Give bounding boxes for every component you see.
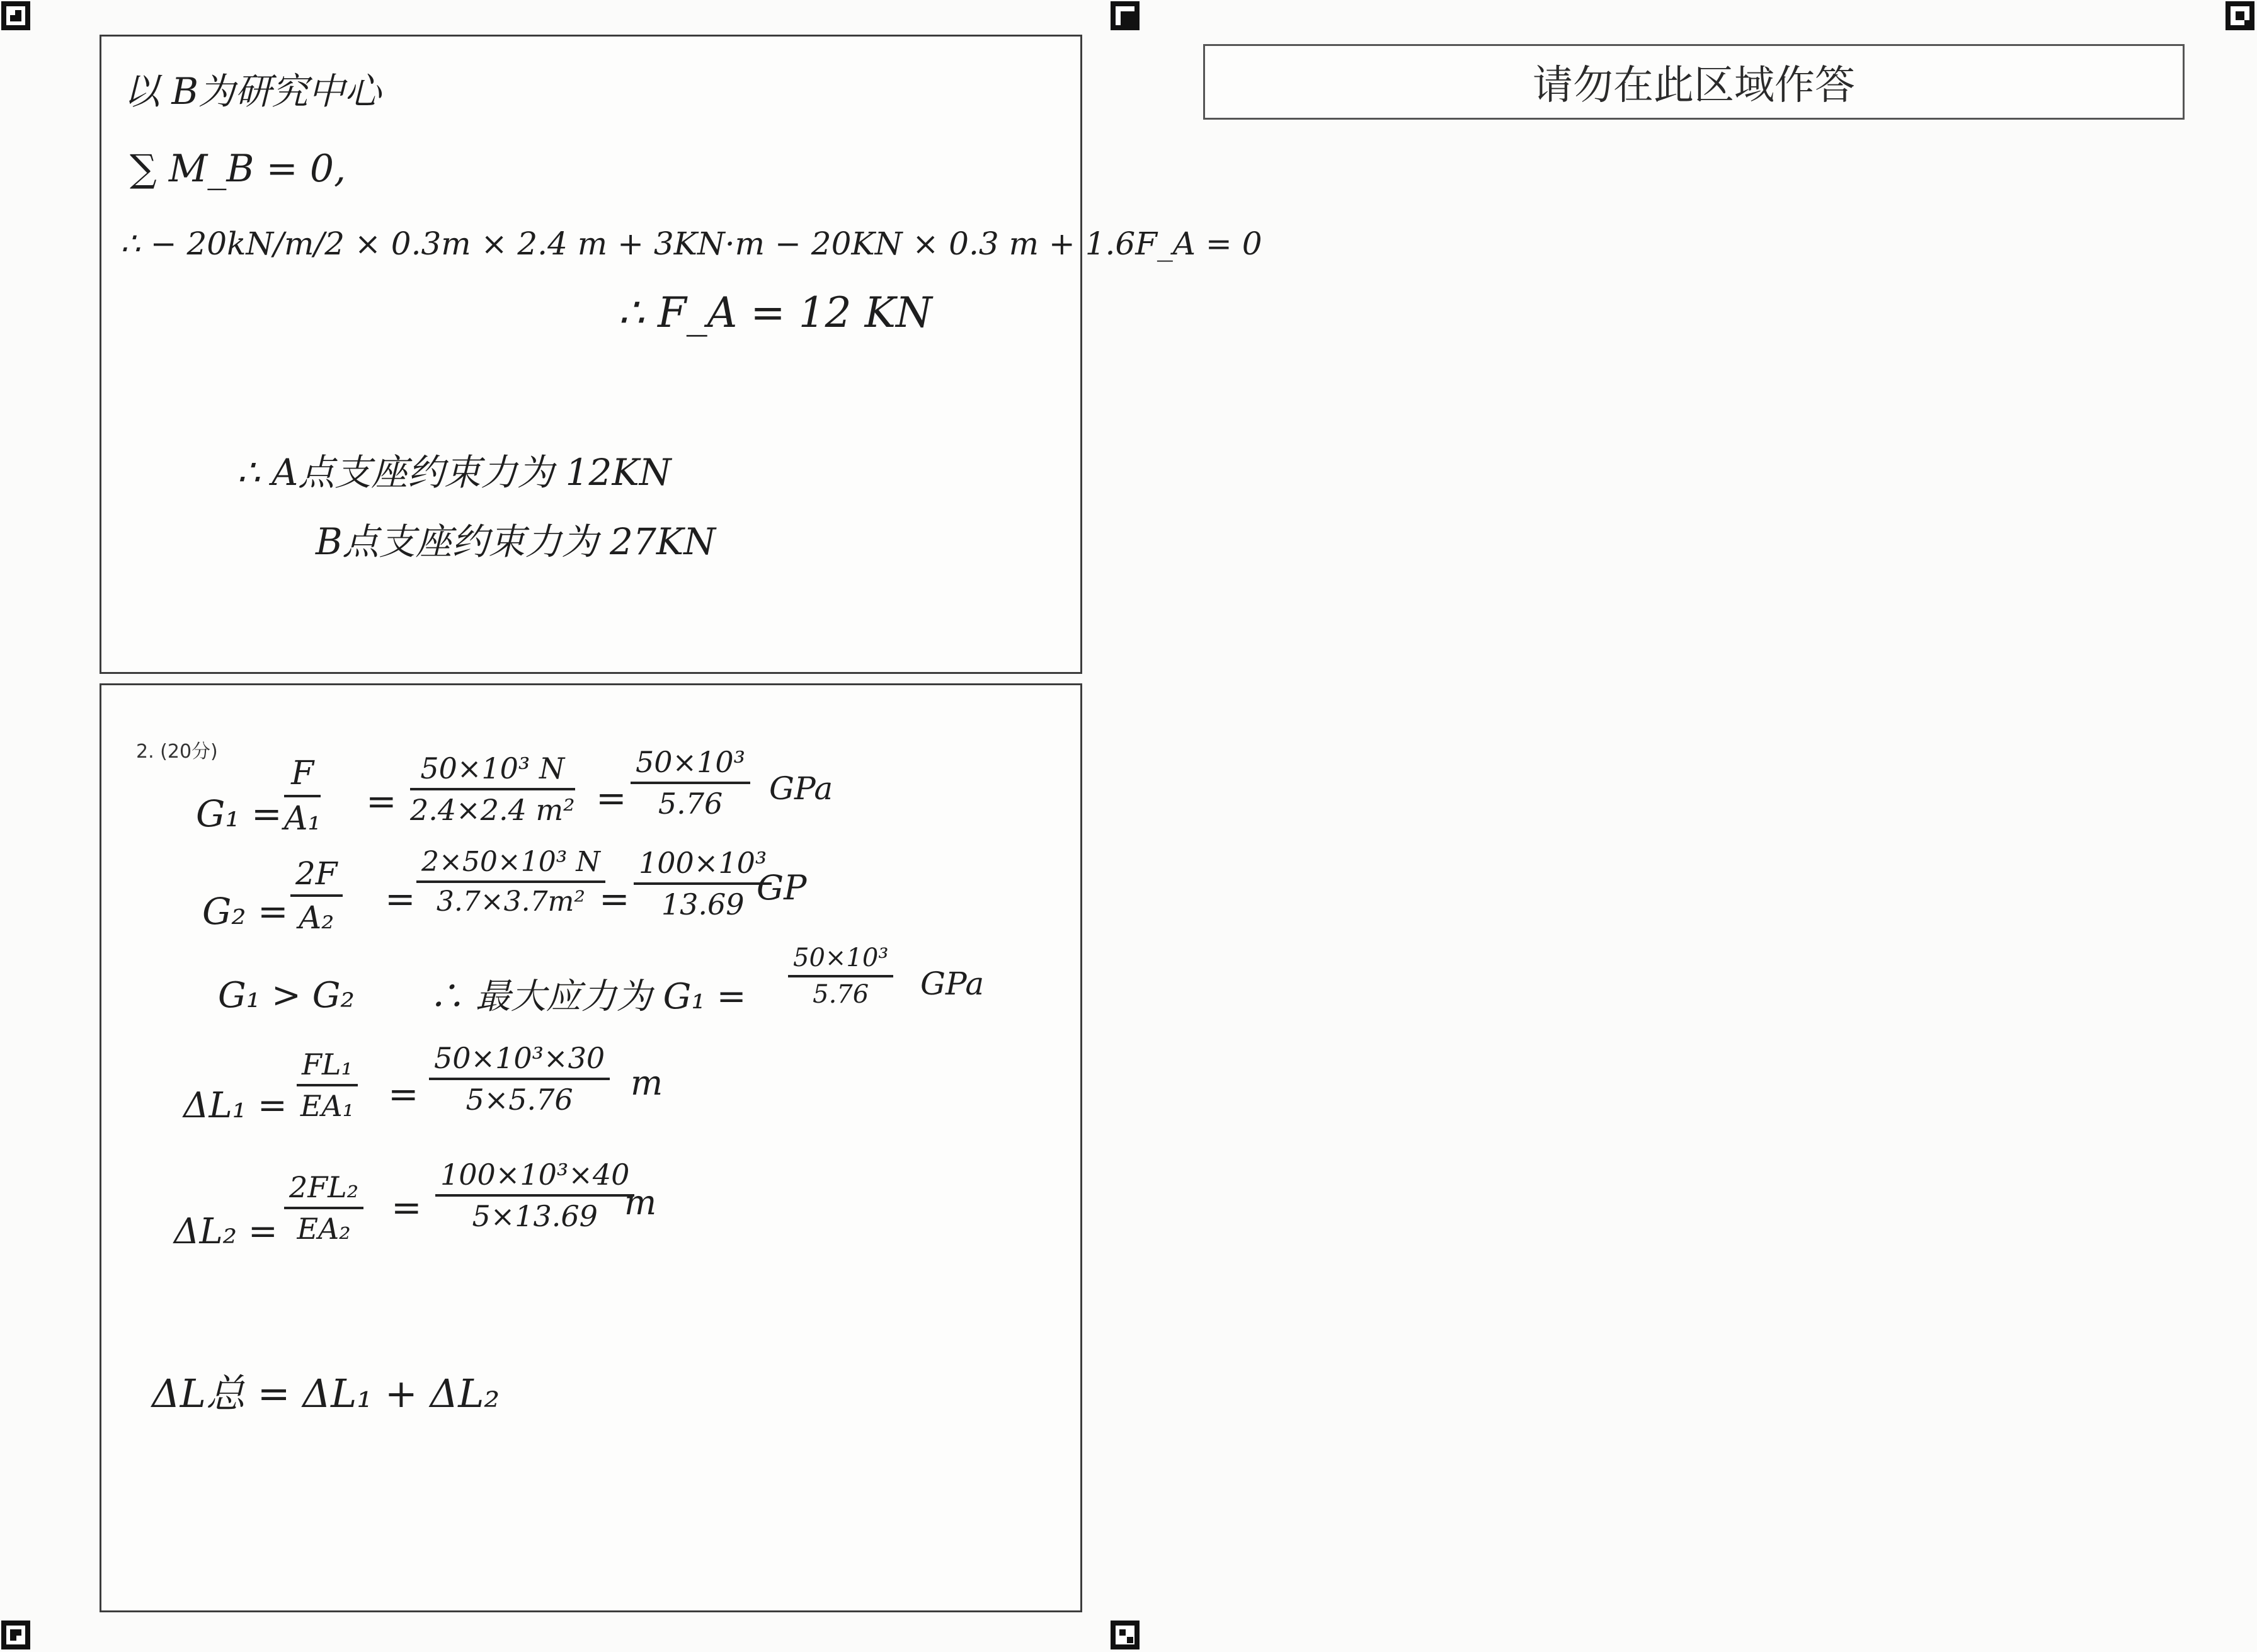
fraction-numerator: F xyxy=(284,755,321,797)
fraction-denominator: 13.69 xyxy=(661,887,745,921)
fiducial-marker-top-right xyxy=(2226,1,2254,30)
sigma2-fraction-3 xyxy=(634,846,772,921)
fraction-denominator: 3.7×3.7m² xyxy=(436,886,586,918)
sigma1-unit: GPa xyxy=(769,770,833,807)
equals-sign: = xyxy=(366,780,397,823)
q1-line-moment-sum: ∑ M_B = 0, xyxy=(130,147,346,191)
dl2-unit: m xyxy=(624,1183,657,1222)
fraction-numerator: 50×10³ xyxy=(788,943,893,977)
fraction-numerator: 2FL₂ xyxy=(284,1170,363,1209)
q1-line-equilibrium-equation: ∴ − 20kN/m/2 × 0.3m × 2.4 m + 3KN·m − 20KN × 0.3 m + 1.6F_A = 0 xyxy=(120,225,1262,262)
answer-box-2 xyxy=(100,683,1082,1612)
dl1-unit: m xyxy=(631,1063,663,1103)
compare-text: ∴ 最大应力为 G₁ = xyxy=(429,976,746,1017)
fraction-denominator: 5.76 xyxy=(658,787,723,821)
fiducial-marker-bottom-left xyxy=(1,1621,30,1649)
equals-sign: = xyxy=(599,877,630,920)
equals-sign: = xyxy=(391,1186,422,1229)
dl2-fraction-2 xyxy=(435,1158,634,1233)
fraction-denominator: A₂ xyxy=(299,899,334,936)
fraction-denominator: 5×5.76 xyxy=(466,1083,573,1117)
fraction-numerator: 2×50×10³ N xyxy=(416,846,605,883)
question-2-label: 2. (20分) xyxy=(136,741,218,763)
fraction-denominator: 5.76 xyxy=(813,980,869,1009)
answer-box-1 xyxy=(100,35,1262,674)
fraction-denominator: EA₂ xyxy=(297,1212,351,1246)
q1-line-result-fa: ∴ F_A = 12 KN xyxy=(618,288,932,337)
fiducial-marker-top-left xyxy=(1,1,30,30)
q1-line-conclusion-b: B点支座约束力为 27KN xyxy=(316,520,716,563)
fraction-numerator: 50×10³×30 xyxy=(429,1041,610,1080)
q1-line-study-object: 以 B为研究中心 xyxy=(123,70,382,113)
sigma1-fraction-2 xyxy=(410,751,575,827)
q1-line-conclusion-a: ∴ A点支座约束力为 12KN xyxy=(237,451,671,494)
fraction-numerator: 100×10³×40 xyxy=(435,1158,634,1197)
equals-sign: = xyxy=(388,1073,419,1115)
sigma2-fraction-2 xyxy=(416,846,605,918)
equals-sign: = xyxy=(596,777,627,819)
fraction-numerator: 50×10³ N xyxy=(410,751,575,790)
fraction-denominator: 2.4×2.4 m² xyxy=(410,793,575,827)
fraction-numerator: 50×10³ xyxy=(631,745,750,784)
dl2-lhs: ΔL₂ = xyxy=(174,1211,278,1252)
sigma1-fraction-1 xyxy=(284,755,321,838)
fraction-numerator: 2F xyxy=(290,855,343,897)
fraction-numerator: FL₁ xyxy=(297,1047,358,1086)
compare-lhs: G₁ > G₂ xyxy=(218,975,355,1016)
sigma2-lhs: G₂ = xyxy=(202,890,289,933)
fiducial-marker-top-center xyxy=(1111,1,1140,30)
fraction-denominator: EA₁ xyxy=(300,1089,355,1123)
compare-fraction xyxy=(788,943,893,1009)
sigma2-fraction-1 xyxy=(290,855,343,936)
sigma1-lhs: G₁ = xyxy=(196,792,282,835)
fraction-denominator: 5×13.69 xyxy=(472,1199,598,1233)
no-answer-zone-notice: 请勿在此区域作答 xyxy=(1203,44,2185,120)
fraction-numerator: 100×10³ xyxy=(634,846,772,885)
dl1-fraction-1 xyxy=(297,1047,358,1123)
sigma2-unit: GP xyxy=(757,868,807,908)
total-elongation: ΔL总 = ΔL₁ + ΔL₂ xyxy=(152,1370,500,1416)
equals-sign: = xyxy=(385,877,416,920)
fraction-denominator: A₁ xyxy=(284,800,321,838)
dl1-fraction-2 xyxy=(429,1041,610,1117)
dl2-fraction-1 xyxy=(284,1170,363,1246)
compare-unit: GPa xyxy=(920,966,985,1002)
fiducial-marker-bottom-center xyxy=(1111,1621,1140,1649)
sigma1-fraction-3 xyxy=(631,745,750,821)
dl1-lhs: ΔL₁ = xyxy=(183,1085,287,1126)
